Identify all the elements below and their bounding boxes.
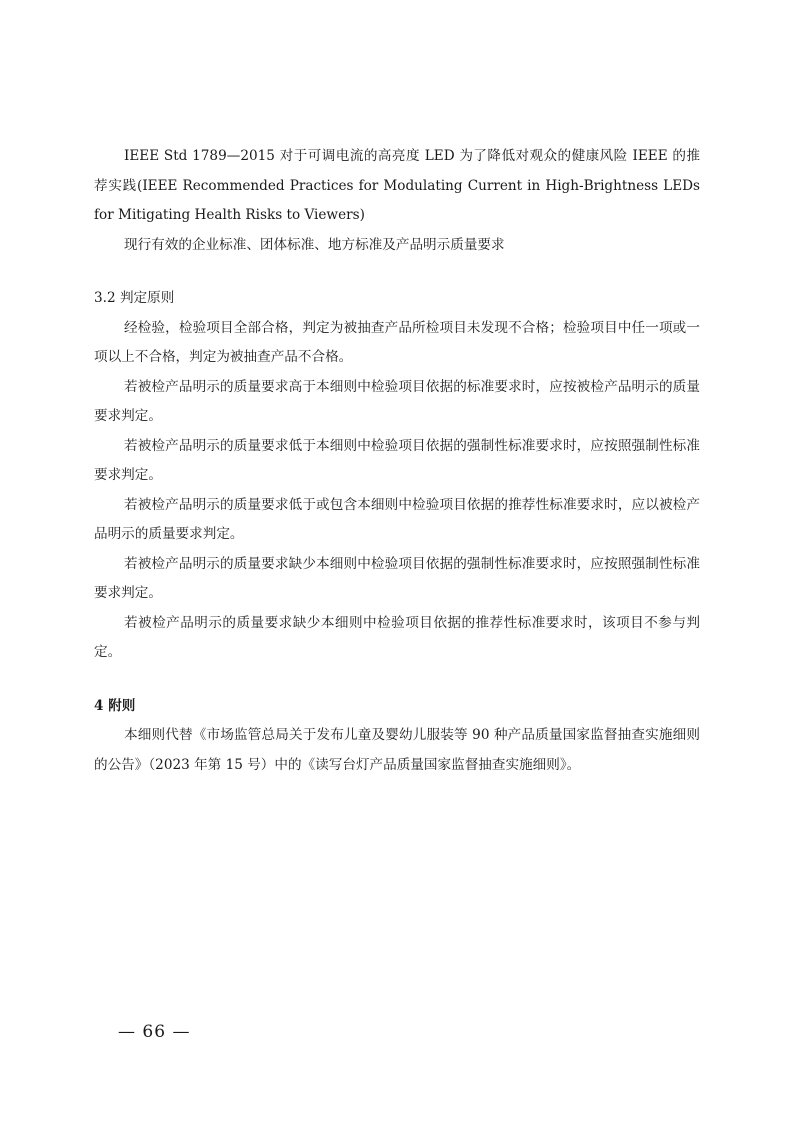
judgment-paragraph-1: 经检验，检验项目全部合格，判定为被抽查产品所检项目未发现不合格；检验项目中任一项或一项以上不合格，判定为被抽查产品不合格。 <box>94 319 700 365</box>
judgment-paragraph-2: 若被检产品明示的质量要求高于本细则中检验项目依据的标准要求时，应按被检产品明示的质量要求判定。 <box>94 378 700 424</box>
reference-ieee-1789: IEEE Std 1789—2015 对于可调电流的高亮度 LED 为了降低对观众的健康风险 IEEE 的推荐实践(IEEE Recommended Practices for Modulating Current in High-Brightness LEDs for Mitigating Health Risks to Viewers) <box>94 148 700 223</box>
judgment-paragraph-4: 若被检产品明示的质量要求低于或包含本细则中检验项目依据的推荐性标准要求时，应以被检产品明示的质量要求判定。 <box>94 496 700 542</box>
page-number: — 66 — <box>118 1022 191 1042</box>
reference-other-standards: 现行有效的企业标准、团体标准、地方标准及产品明示质量要求 <box>124 236 505 253</box>
appendix-paragraph: 本细则代替《市场监管总局关于发布儿童及婴幼儿服装等 90 种产品质量国家监督抽查实施细则的公告》（2023 年第 15 号）中的《读写台灯产品质量国家监督抽查实施细则》。 <box>94 727 700 773</box>
page-content <box>94 142 700 780</box>
section-3-2-heading: 3.2 判定原则 <box>94 290 175 306</box>
section-4-heading: 4 附则 <box>94 697 136 714</box>
judgment-paragraph-3: 若被检产品明示的质量要求低于本细则中检验项目依据的强制性标准要求时，应按照强制性标准要求判定。 <box>94 437 700 483</box>
judgment-paragraph-6: 若被检产品明示的质量要求缺少本细则中检验项目依据的推荐性标准要求时，该项目不参与判定。 <box>94 614 700 660</box>
judgment-paragraph-5: 若被检产品明示的质量要求缺少本细则中检验项目依据的强制性标准要求时，应按照强制性标准要求判定。 <box>94 555 700 601</box>
